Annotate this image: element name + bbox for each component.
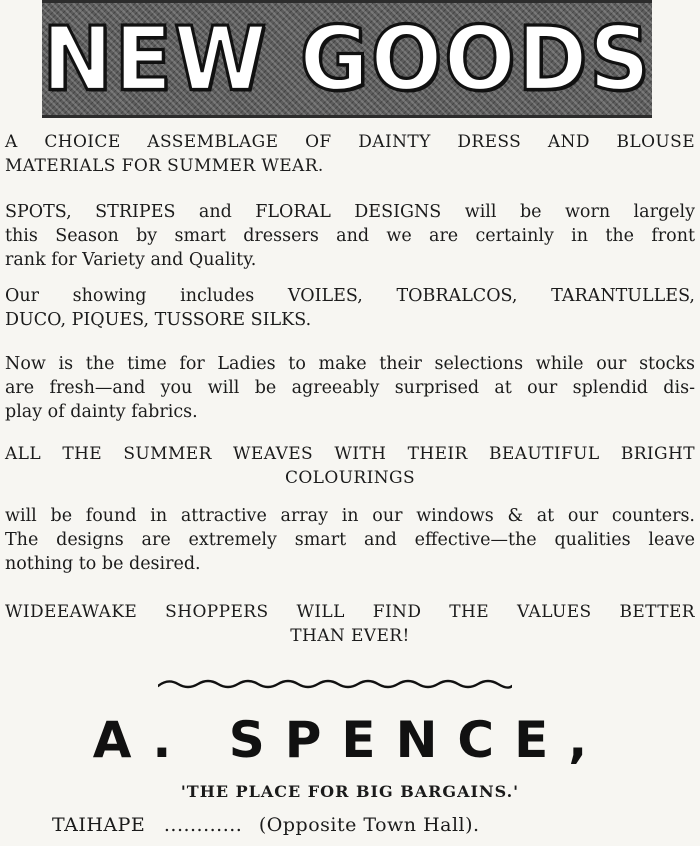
intro-line: MATERIALS FOR SUMMER WEAR.	[5, 156, 324, 176]
summer-heading	[5, 442, 695, 490]
text-line: play of dainty fabrics.	[5, 402, 198, 422]
text-line: nothing to be desired.	[5, 554, 201, 574]
text-line: this Season by smart dressers and we are certainly in the front	[5, 226, 695, 246]
text-line: DUCO, PIQUES, TUSSORE SILKS.	[5, 310, 312, 330]
leader-dots: ............	[163, 814, 243, 836]
intro-line: A CHOICE ASSEMBLAGE OF DAINTY DRESS AND BLOUSE	[5, 132, 695, 152]
store-address	[52, 814, 652, 836]
town-name: TAIHAPE	[52, 814, 146, 836]
text-line: Our showing includes VOILES, TOBRALCOS, TARANTULLES,	[5, 286, 695, 306]
shoppers-heading	[5, 600, 695, 648]
now-paragraph	[5, 352, 695, 424]
new-goods-banner	[42, 0, 652, 118]
text-line: SPOTS, STRIPES and FLORAL DESIGNS will be worn largely	[5, 202, 695, 222]
store-location: (Opposite Town Hall).	[258, 814, 480, 836]
text-line: will be found in attractive array in our windows & at our counters.	[5, 506, 695, 526]
heading-line: ALL THE SUMMER WEAVES WITH THEIR BEAUTIFUL BRIGHT	[5, 444, 695, 464]
heading-line: WIDEEAWAKE SHOPPERS WILL FIND THE VALUES BETTER	[5, 602, 695, 622]
text-line: Now is the time for Ladies to make their selections while our stocks	[5, 354, 695, 374]
heading-line: THAN EVER!	[290, 626, 410, 646]
text-line: are fresh—and you will be agreeably surprised at our splendid dis-	[5, 378, 695, 398]
text-line: rank for Variety and Quality.	[5, 250, 257, 270]
store-name: A. SPENCE,	[92, 711, 608, 769]
store-tagline: 'THE PLACE FOR BIG BARGAINS.'	[180, 782, 520, 801]
found-paragraph	[5, 504, 695, 576]
text-line: The designs are extremely smart and effective—the qualities leave	[5, 530, 695, 550]
spots-paragraph	[5, 200, 695, 272]
heading-line: COLOURINGS	[284, 468, 416, 488]
intro-heading	[5, 130, 695, 178]
banner-title: NEW GOODS	[42, 7, 652, 111]
showing-paragraph	[5, 284, 695, 332]
wavy-divider	[158, 672, 512, 696]
